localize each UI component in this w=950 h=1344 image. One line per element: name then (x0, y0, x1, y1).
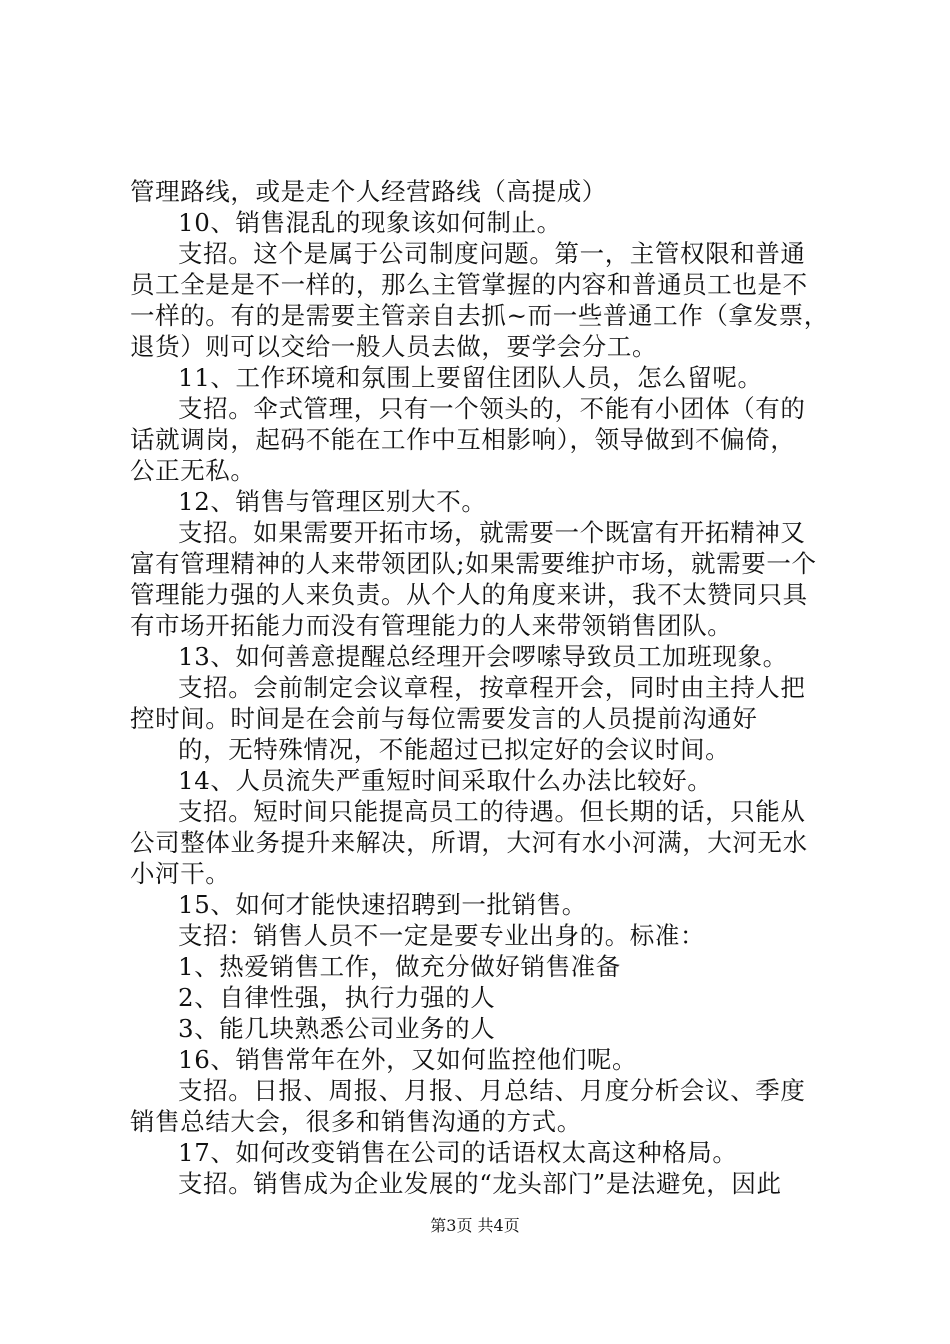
text-line: 小河干。 (130, 859, 231, 888)
text-line: 富有管理精神的人来带领团队;如果需要维护市场，就需要一个 (130, 549, 817, 578)
answer-line: 支招。日报、周报、月报、月总结、月度分析会议、季度 (178, 1076, 806, 1105)
text-line: 员工全是是不一样的，那么主管掌握的内容和普通员工也是不 (130, 270, 808, 299)
text-line: 公司整体业务提升来解决，所谓，大河有水小河满，大河无水 (130, 828, 808, 857)
answer-line: 支招。这个是属于公司制度问题。第一，主管权限和普通 (178, 239, 806, 268)
text-line: 的，无特殊情况，不能超过已拟定好的会议时间。 (178, 735, 731, 764)
text-line: 公正无私。 (130, 456, 256, 485)
answer-line: 支招。如果需要开拓市场，就需要一个既富有开拓精神又 (178, 518, 806, 547)
answer-line: 支招。短时间只能提高员工的待遇。但长期的话，只能从 (178, 797, 806, 826)
question-heading: 11、工作环境和氛围上要留住团队人员，怎么留呢。 (178, 363, 763, 392)
answer-line: 支招。伞式管理，只有一个领头的，不能有小团体（有的 (178, 394, 806, 423)
text-line: 退货）则可以交给一般人员去做，要学会分工。 (130, 332, 658, 361)
text-line: 一样的。有的是需要主管亲自去抓~而一些普通工作（拿发票， (130, 301, 829, 330)
answer-line: 支招：销售人员不一定是要专业出身的。标准： (178, 921, 706, 950)
question-heading: 16、销售常年在外，又如何监控他们呢。 (178, 1045, 638, 1074)
text-line: 支招。销售成为企业发展的“龙头部门”是法避免，因此 (178, 1169, 782, 1198)
answer-line: 支招。会前制定会议章程，按章程开会，同时由主持人把 (178, 673, 806, 702)
text-line: 销售总结大会，很多和销售沟通的方式。 (130, 1107, 582, 1136)
page-footer: 第3页 共4页 (430, 1216, 520, 1235)
question-heading: 13、如何善意提醒总经理开会啰嗦导致员工加班现象。 (178, 642, 788, 671)
text-line: 控时间。时间是在会前与每位需要发言的人员提前沟通好 (130, 704, 758, 733)
text-line: 话就调岗，起码不能在工作中互相影响），领导做到不偏倚， (130, 425, 796, 454)
list-item: 2、自律性强，执行力强的人 (178, 983, 496, 1012)
question-heading: 10、销售混乱的现象该如何制止。 (178, 208, 562, 237)
list-item: 3、能几块熟悉公司业务的人 (178, 1014, 496, 1043)
question-heading: 14、人员流失严重短时间采取什么办法比较好。 (178, 766, 713, 795)
list-item: 1、热爱销售工作，做充分做好销售准备 (178, 952, 621, 981)
question-heading: 12、销售与管理区别大不。 (178, 487, 487, 516)
text-line: 有市场开拓能力而没有管理能力的人来带领销售团队。 (130, 611, 733, 640)
text-line: 管理能力强的人来负责。从个人的角度来讲，我不太赞同只具 (130, 580, 808, 609)
text-line: 17、如何改变销售在公司的话语权太高这种格局。 (178, 1138, 738, 1167)
question-heading: 15、如何才能快速招聘到一批销售。 (178, 890, 587, 919)
text-line: 管理路线，或是走个人经营路线（高提成） (130, 177, 607, 206)
